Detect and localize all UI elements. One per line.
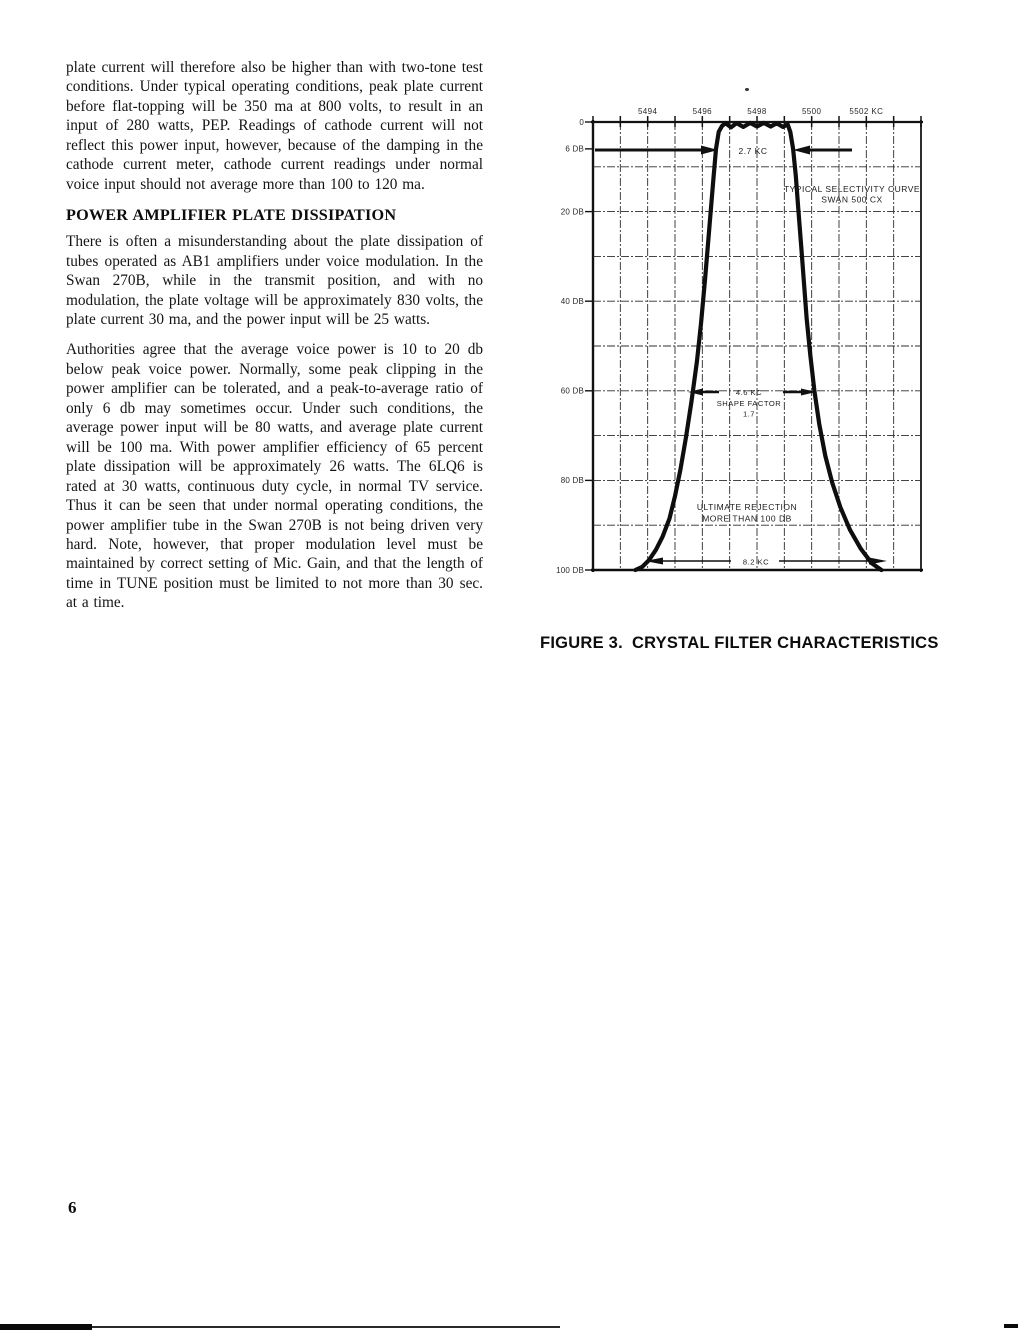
x-tick-label: 5494 [637, 107, 658, 116]
x-tick-label: 5502 KC [849, 107, 884, 116]
ultimate-rejection-line2: MORE THAN 100 DB [702, 513, 792, 524]
figure-3 [540, 82, 940, 587]
ultimate-rejection-note [697, 502, 797, 524]
chart-title-annotation [784, 184, 920, 205]
scan-edge-mark-thin [92, 1326, 560, 1328]
page-number: 6 [68, 1198, 77, 1217]
figure-caption-label: FIGURE 3. [540, 634, 623, 652]
bandwidth-100db-label: 8.2 KC [742, 557, 770, 567]
arrow-right-icon [869, 558, 887, 565]
y-tick-label: 20 DB [560, 207, 584, 217]
shape-factor-label: SHAPE FACTOR [716, 399, 782, 408]
bandwidth-60db-label: 4.6 KC [735, 388, 763, 397]
section-heading: POWER AMPLIFIER PLATE DISSIPATION [66, 206, 397, 225]
bandwidth-6db-label: 2.7 KC [738, 146, 768, 156]
x-tick-label: 5496 [692, 107, 713, 116]
arrow-left-icon [688, 389, 703, 396]
chart-title: TYPICAL SELECTIVITY CURVE [783, 184, 921, 194]
scan-edge-mark-right [1004, 1324, 1018, 1328]
ultimate-rejection-line1: ULTIMATE REJECTION [696, 502, 798, 512]
y-tick-label: 100 DB [556, 565, 584, 575]
figure-caption [540, 634, 942, 653]
figure-caption-title: CRYSTAL FILTER CHARACTERISTICS [631, 634, 939, 652]
paragraph-voice-power: Authorities agree that the average voice power is 10 to 20 db below peak voice power. Normally, some peak clipping in the power amplifier can be tolerated, and a peak-to-average ratio of only 6 db may sometimes occur. Under such conditions, the average power input will be 80 watts, and average plate current will be 100 ma. With power amplifier efficiency of 65 percent plate dissipation will be approximately 26 watts. The 6LQ6 is rated at 30 watts, continuous duty cycle, in normal TV service. Thus it can be seen that under normal operating conditions, the power amplifier tube in the Swan 270B is not being driven very hard. Note, however, that proper modulation level must be maintained by correct setting of Mic. Gain, and that the length of time in TUNE position must be limited to not more than 30 sec. at a time. [66, 341, 483, 612]
y-tick-label: 6 DB [565, 144, 584, 154]
paragraph-cathode-current: plate current will therefore also be higher than with two-tone test conditions. Under typical operating conditions, peak plate current before flat-topping will be 350 ma at 800 volts, to result in an input of 280 watts, PEP. Readings of cathode current will not reflect this power input, however, because of the damping in the cathode current meter, cathode current readings under normal voice input should not average more than 100 to 120 ma. [66, 59, 483, 193]
bandwidth-100db-callout [645, 558, 887, 567]
x-tick-label: 5500 [801, 107, 822, 116]
y-tick-label: 0 [579, 117, 584, 127]
shape-factor-value: 1.7 [742, 409, 756, 419]
y-tick-label: 40 DB [560, 297, 584, 306]
paragraph-plate-dissipation: There is often a misunderstanding about the plate dissipation of tubes operated as AB1 amplifiers under voice modulation. In the Swan 270B, while in the transmit position, and with no modulation, the plate voltage will be approximately 830 volts, the plate current 30 ma, and the power input will be 25 watts. [66, 233, 483, 328]
body-text-column [66, 58, 483, 624]
scan-edge-mark-thick [0, 1324, 92, 1330]
chart-subtitle: SWAN 500 CX [821, 194, 883, 205]
y-tick-label: 80 DB [560, 476, 584, 486]
x-tick-label: 5498 [747, 107, 767, 116]
y-tick-label: 60 DB [560, 386, 584, 396]
crystal-filter-chart [540, 82, 940, 587]
bandwidth-6db-callout [595, 146, 852, 157]
scan-speck [745, 88, 749, 91]
bandwidth-60db-callout [688, 388, 816, 419]
